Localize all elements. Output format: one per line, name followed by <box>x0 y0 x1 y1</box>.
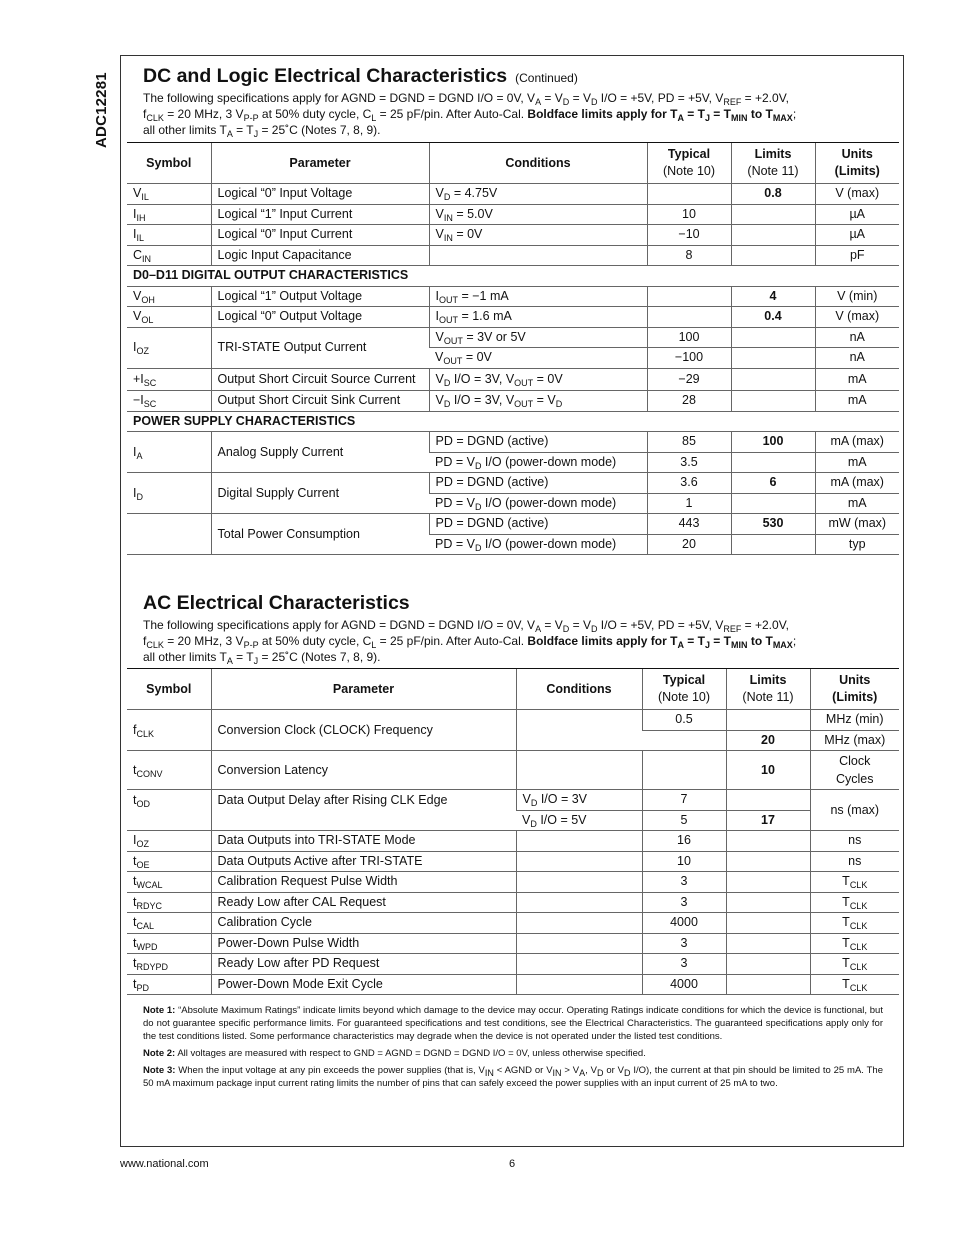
table-cell: −10 <box>647 225 731 246</box>
table-cell: PD = DGND (active) <box>429 473 647 494</box>
table-cell: Clock Cycles <box>810 751 899 790</box>
table-cell: mW (max) <box>815 514 899 535</box>
table-row <box>127 184 899 205</box>
section-row <box>127 411 899 432</box>
table-cell: 10 <box>647 204 731 225</box>
table-cell: $t_{CAL}$ <box>127 913 211 934</box>
table-cell <box>647 307 731 328</box>
table-cell: $V_D = 4.75V$ <box>429 184 647 205</box>
table-cell: 7 <box>642 790 726 811</box>
table-cell: ns <box>810 851 899 872</box>
table-cell <box>647 184 731 205</box>
table-cell: mA <box>815 368 899 391</box>
table-cell: Calibration Request Pulse Width <box>211 872 516 893</box>
table-cell <box>429 245 647 266</box>
table-cell: $t_{RDYC}$ <box>127 892 211 913</box>
table-row <box>127 432 899 453</box>
table-cell: MHz (max) <box>810 730 899 751</box>
table-cell: $t_{RDYPD}$ <box>127 954 211 975</box>
table-cell <box>731 245 815 266</box>
table-row <box>127 225 899 246</box>
table-cell: $t_{OD}$ <box>127 790 211 831</box>
table-cell <box>726 933 810 954</box>
dc-title-text: DC and Logic Electrical Characteristics <box>143 65 508 87</box>
table-cell <box>516 831 642 852</box>
table-row <box>127 892 899 913</box>
content-frame <box>120 55 904 1147</box>
table-row <box>127 790 899 811</box>
table-row <box>127 751 899 790</box>
table-cell: $V_D$ I/O = 3V <box>516 790 642 811</box>
ac-header-typical: Typical (Note 10) <box>642 669 726 710</box>
dc-header-row <box>127 143 899 184</box>
table-cell <box>726 790 810 811</box>
table-cell: 85 <box>647 432 731 453</box>
table-cell <box>731 348 815 369</box>
table-cell: 6 <box>731 473 815 494</box>
table-cell: $V_D$ I/O = 3V, $V_{OUT} = 0V$ <box>429 368 647 391</box>
table-cell: V (max) <box>815 184 899 205</box>
table-cell: 530 <box>731 514 815 535</box>
table-cell: typ <box>815 534 899 555</box>
table-cell: 3.5 <box>647 452 731 473</box>
table-cell: ns (max) <box>810 790 899 831</box>
table-cell: −29 <box>647 368 731 391</box>
dc-spec-table <box>127 142 899 555</box>
table-cell: 100 <box>647 327 731 348</box>
dc-header-parameter: Parameter <box>211 143 429 184</box>
table-cell: 4000 <box>642 913 726 934</box>
table-cell <box>642 730 726 751</box>
table-cell: mA <box>815 493 899 514</box>
table-cell: Conversion Latency <box>211 751 516 790</box>
table-row <box>127 391 899 412</box>
table-cell: $V_{IN} = 0V$ <box>429 225 647 246</box>
table-cell: 0.5 <box>642 710 726 731</box>
dc-section-title <box>143 65 578 88</box>
table-cell: $t_{WCAL}$ <box>127 872 211 893</box>
table-cell: Logical “1” Output Voltage <box>211 286 429 307</box>
table-cell: 4 <box>731 286 815 307</box>
table-cell: TRI-STATE Output Current <box>211 327 429 368</box>
table-cell: Ready Low after CAL Request <box>211 892 516 913</box>
table-cell: Logical “0” Input Voltage <box>211 184 429 205</box>
table-cell <box>726 954 810 975</box>
table-cell: −100 <box>647 348 731 369</box>
table-row <box>127 327 899 348</box>
table-cell <box>731 534 815 555</box>
table-cell: $I_A$ <box>127 432 211 473</box>
table-cell: $T_{CLK}$ <box>810 974 899 995</box>
footer-website-link[interactable]: www.national.com <box>120 1158 209 1170</box>
table-cell: 3 <box>642 954 726 975</box>
table-cell: $I_{OZ}$ <box>127 327 211 368</box>
table-row <box>127 933 899 954</box>
table-cell: $I_{OUT} = 1.6$ mA <box>429 307 647 328</box>
ac-header-parameter: Parameter <box>211 669 516 710</box>
table-cell <box>731 391 815 412</box>
table-cell: $V_{OUT} = 3V$ or 5V <box>429 327 647 348</box>
table-cell <box>726 974 810 995</box>
table-cell: $-I_{SC}$ <box>127 391 211 412</box>
table-cell: µA <box>815 204 899 225</box>
ac-header-conditions: Conditions <box>516 669 642 710</box>
table-row <box>127 913 899 934</box>
table-cell: 0.4 <box>731 307 815 328</box>
table-cell: $V_{OUT} = 0V$ <box>429 348 647 369</box>
table-cell: $V_{OL}$ <box>127 307 211 328</box>
table-cell: $T_{CLK}$ <box>810 954 899 975</box>
table-cell: 28 <box>647 391 731 412</box>
table-cell <box>516 913 642 934</box>
table-cell: $I_{IH}$ <box>127 204 211 225</box>
table-cell <box>726 872 810 893</box>
table-row <box>127 368 899 391</box>
table-cell <box>516 974 642 995</box>
table-cell <box>516 851 642 872</box>
table-cell <box>731 225 815 246</box>
table-cell: $C_{IN}$ <box>127 245 211 266</box>
table-cell: PD = $V_D$ I/O (power-down mode) <box>429 452 647 473</box>
table-cell: $I_{IL}$ <box>127 225 211 246</box>
table-cell: $f_{CLK}$ <box>127 710 211 751</box>
table-row <box>127 974 899 995</box>
table-cell: $T_{CLK}$ <box>810 933 899 954</box>
ac-spec-table <box>127 668 899 995</box>
table-cell: 1 <box>647 493 731 514</box>
table-cell: $I_{OZ}$ <box>127 831 211 852</box>
note-1: Note 1: “Absolute Maximum Ratings” indicate limits beyond which damage to the device may occur. Operating Ratings indicate conditions for which the device is functional, but do not guarantee specific performance limits. For guaranteed specifications and test conditions, see the Electrical Characteristics. The guaranteed specifications apply only for the test conditions listed. Some performance characteristics may degrade when the device is not operated under the listed test conditions. <box>143 1005 883 1042</box>
table-cell <box>726 710 810 731</box>
side-part-number: ADC12281 <box>93 72 110 148</box>
table-cell <box>726 892 810 913</box>
table-cell: 0.8 <box>731 184 815 205</box>
table-cell: 4000 <box>642 974 726 995</box>
table-cell: 17 <box>726 810 810 831</box>
table-cell <box>731 493 815 514</box>
table-cell <box>726 831 810 852</box>
table-cell: Ready Low after PD Request <box>211 954 516 975</box>
table-cell <box>647 286 731 307</box>
footer-page-number: 6 <box>509 1158 516 1170</box>
table-cell: mA (max) <box>815 473 899 494</box>
table-cell: 3 <box>642 872 726 893</box>
table-cell: $V_D$ I/O = 5V <box>516 810 642 831</box>
table-cell: Data Outputs into TRI-STATE Mode <box>211 831 516 852</box>
table-cell: nA <box>815 348 899 369</box>
table-cell: PD = DGND (active) <box>429 514 647 535</box>
table-cell <box>726 913 810 934</box>
table-cell <box>516 892 642 913</box>
table-cell: $V_{IN} = 5.0V$ <box>429 204 647 225</box>
table-cell: PD = DGND (active) <box>429 432 647 453</box>
table-cell: mA <box>815 452 899 473</box>
table-cell: $I_{OUT} = -1$ mA <box>429 286 647 307</box>
table-cell: 3 <box>642 933 726 954</box>
table-cell: $t_{PD}$ <box>127 974 211 995</box>
table-cell: 10 <box>642 851 726 872</box>
table-cell: Power-Down Pulse Width <box>211 933 516 954</box>
table-cell: 443 <box>647 514 731 535</box>
table-cell: $t_{WPD}$ <box>127 933 211 954</box>
table-cell: Digital Supply Current <box>211 473 429 514</box>
table-row <box>127 307 899 328</box>
table-cell: $T_{CLK}$ <box>810 872 899 893</box>
table-cell <box>516 933 642 954</box>
table-cell <box>642 751 726 790</box>
table-cell: 100 <box>731 432 815 453</box>
table-cell: mA (max) <box>815 432 899 453</box>
table-cell <box>726 851 810 872</box>
dc-header-limits: Limits (Note 11) <box>731 143 815 184</box>
table-cell: $T_{CLK}$ <box>810 913 899 934</box>
table-cell: PD = $V_D$ I/O (power-down mode) <box>429 493 647 514</box>
ac-section-title <box>143 592 410 615</box>
table-cell: 20 <box>726 730 810 751</box>
table-cell <box>731 327 815 348</box>
table-row <box>127 831 899 852</box>
table-row <box>127 514 899 535</box>
table-row <box>127 473 899 494</box>
table-row <box>127 204 899 225</box>
ac-intro: The following specifications apply for AGND = DGND = DGND I/O = 0V, $V_A = V_D = V_D$ I/O = +5V, PD = +5V, $V_{REF} = +2.0V$, $f_{CLK} = 20$ MHz, 3 $V_{P-P}$ at 50% duty cycle, $C_L = 25$ pF/pin. After Auto-Cal. Boldface limits apply for $T_A = T_J = T_{MIN}$ to $T_{MAX}$; all other limits $T_A = T_J$ = 25˚C (Notes 7, 8, 9). <box>143 618 797 666</box>
table-cell: Data Output Delay after Rising CLK Edge <box>211 790 516 831</box>
table-cell: D0–D11 DIGITAL OUTPUT CHARACTERISTICS <box>127 266 899 287</box>
table-cell: Logical “0” Input Current <box>211 225 429 246</box>
section-row <box>127 266 899 287</box>
table-cell: 8 <box>647 245 731 266</box>
table-cell: $+I_{SC}$ <box>127 368 211 391</box>
table-cell: Logical “0” Output Voltage <box>211 307 429 328</box>
ac-title-text: AC Electrical Characteristics <box>143 592 410 614</box>
dc-continued: (Continued) <box>515 71 578 85</box>
table-cell <box>516 751 642 790</box>
table-cell: Power-Down Mode Exit Cycle <box>211 974 516 995</box>
ac-header-symbol: Symbol <box>127 669 211 710</box>
table-cell: ns <box>810 831 899 852</box>
note-2: Note 2: All voltages are measured with respect to GND = AGND = DGND = DGND I/O = 0V, unless otherwise specified. <box>143 1048 646 1059</box>
table-cell: 5 <box>642 810 726 831</box>
table-cell: $V_{IL}$ <box>127 184 211 205</box>
ac-header-limits: Limits (Note 11) <box>726 669 810 710</box>
dc-header-units: Units (Limits) <box>815 143 899 184</box>
table-cell: nA <box>815 327 899 348</box>
table-cell: POWER SUPPLY CHARACTERISTICS <box>127 411 899 432</box>
table-cell: 3 <box>642 892 726 913</box>
table-row <box>127 872 899 893</box>
dc-header-conditions: Conditions <box>429 143 647 184</box>
table-cell: 3.6 <box>647 473 731 494</box>
dc-header-typical: Typical (Note 10) <box>647 143 731 184</box>
table-cell: Calibration Cycle <box>211 913 516 934</box>
table-cell: $t_{OE}$ <box>127 851 211 872</box>
table-cell: pF <box>815 245 899 266</box>
table-cell: µA <box>815 225 899 246</box>
table-cell: $T_{CLK}$ <box>810 892 899 913</box>
table-row <box>127 245 899 266</box>
table-cell: Output Short Circuit Source Current <box>211 368 429 391</box>
table-cell <box>516 954 642 975</box>
table-cell: $V_{OH}$ <box>127 286 211 307</box>
table-cell <box>127 514 211 555</box>
table-cell: Total Power Consumption <box>211 514 429 555</box>
table-cell <box>516 872 642 893</box>
table-cell: MHz (min) <box>810 710 899 731</box>
table-cell <box>731 204 815 225</box>
dc-header-symbol: Symbol <box>127 143 211 184</box>
table-cell: PD = $V_D$ I/O (power-down mode) <box>429 534 647 555</box>
table-cell <box>731 368 815 391</box>
table-cell: $t_{CONV}$ <box>127 751 211 790</box>
note-3: Note 3: When the input voltage at any pin exceeds the power supplies (that is, $V_{IN}$ < AGND or $V_{IN} > V_A$, $V_D$ or $V_D$ I/O), the current at that pin should be limited to 25 mA. The 50 mA maximum package input current rating limits the number of pins that can safely exceed the power supplies with an input current of 25 mA to two. <box>143 1065 883 1089</box>
table-cell: Analog Supply Current <box>211 432 429 473</box>
dc-intro: The following specifications apply for AGND = DGND = DGND I/O = 0V, $V_A = V_D = V_D$ I/O = +5V, PD = +5V, $V_{REF} = +2.0V$, $f_{CLK} = 20$ MHz, 3 $V_{P-P}$ at 50% duty cycle, $C_L = 25$ pF/pin. After Auto-Cal. Boldface limits apply for $T_A = T_J = T_{MIN}$ to $T_{MAX}$; all other limits $T_A = T_J$ = 25˚C (Notes 7, 8, 9). <box>143 91 797 139</box>
table-cell: V (min) <box>815 286 899 307</box>
table-cell <box>731 452 815 473</box>
notes-block <box>143 1004 883 1094</box>
table-row <box>127 851 899 872</box>
table-cell: Logic Input Capacitance <box>211 245 429 266</box>
table-cell: $I_D$ <box>127 473 211 514</box>
table-row <box>127 710 899 731</box>
table-cell: mA <box>815 391 899 412</box>
ac-header-row <box>127 669 899 710</box>
table-cell: 10 <box>726 751 810 790</box>
table-cell: 20 <box>647 534 731 555</box>
table-cell: V (max) <box>815 307 899 328</box>
table-cell: Conversion Clock (CLOCK) Frequency <box>211 710 516 751</box>
table-cell: 16 <box>642 831 726 852</box>
table-row <box>127 286 899 307</box>
table-row <box>127 954 899 975</box>
table-cell: $V_D$ I/O = 3V, $V_{OUT} = V_D$ <box>429 391 647 412</box>
ac-header-units: Units (Limits) <box>810 669 899 710</box>
table-cell: Data Outputs Active after TRI-STATE <box>211 851 516 872</box>
table-cell: Output Short Circuit Sink Current <box>211 391 429 412</box>
table-cell: Logical “1” Input Current <box>211 204 429 225</box>
table-cell <box>516 710 642 751</box>
